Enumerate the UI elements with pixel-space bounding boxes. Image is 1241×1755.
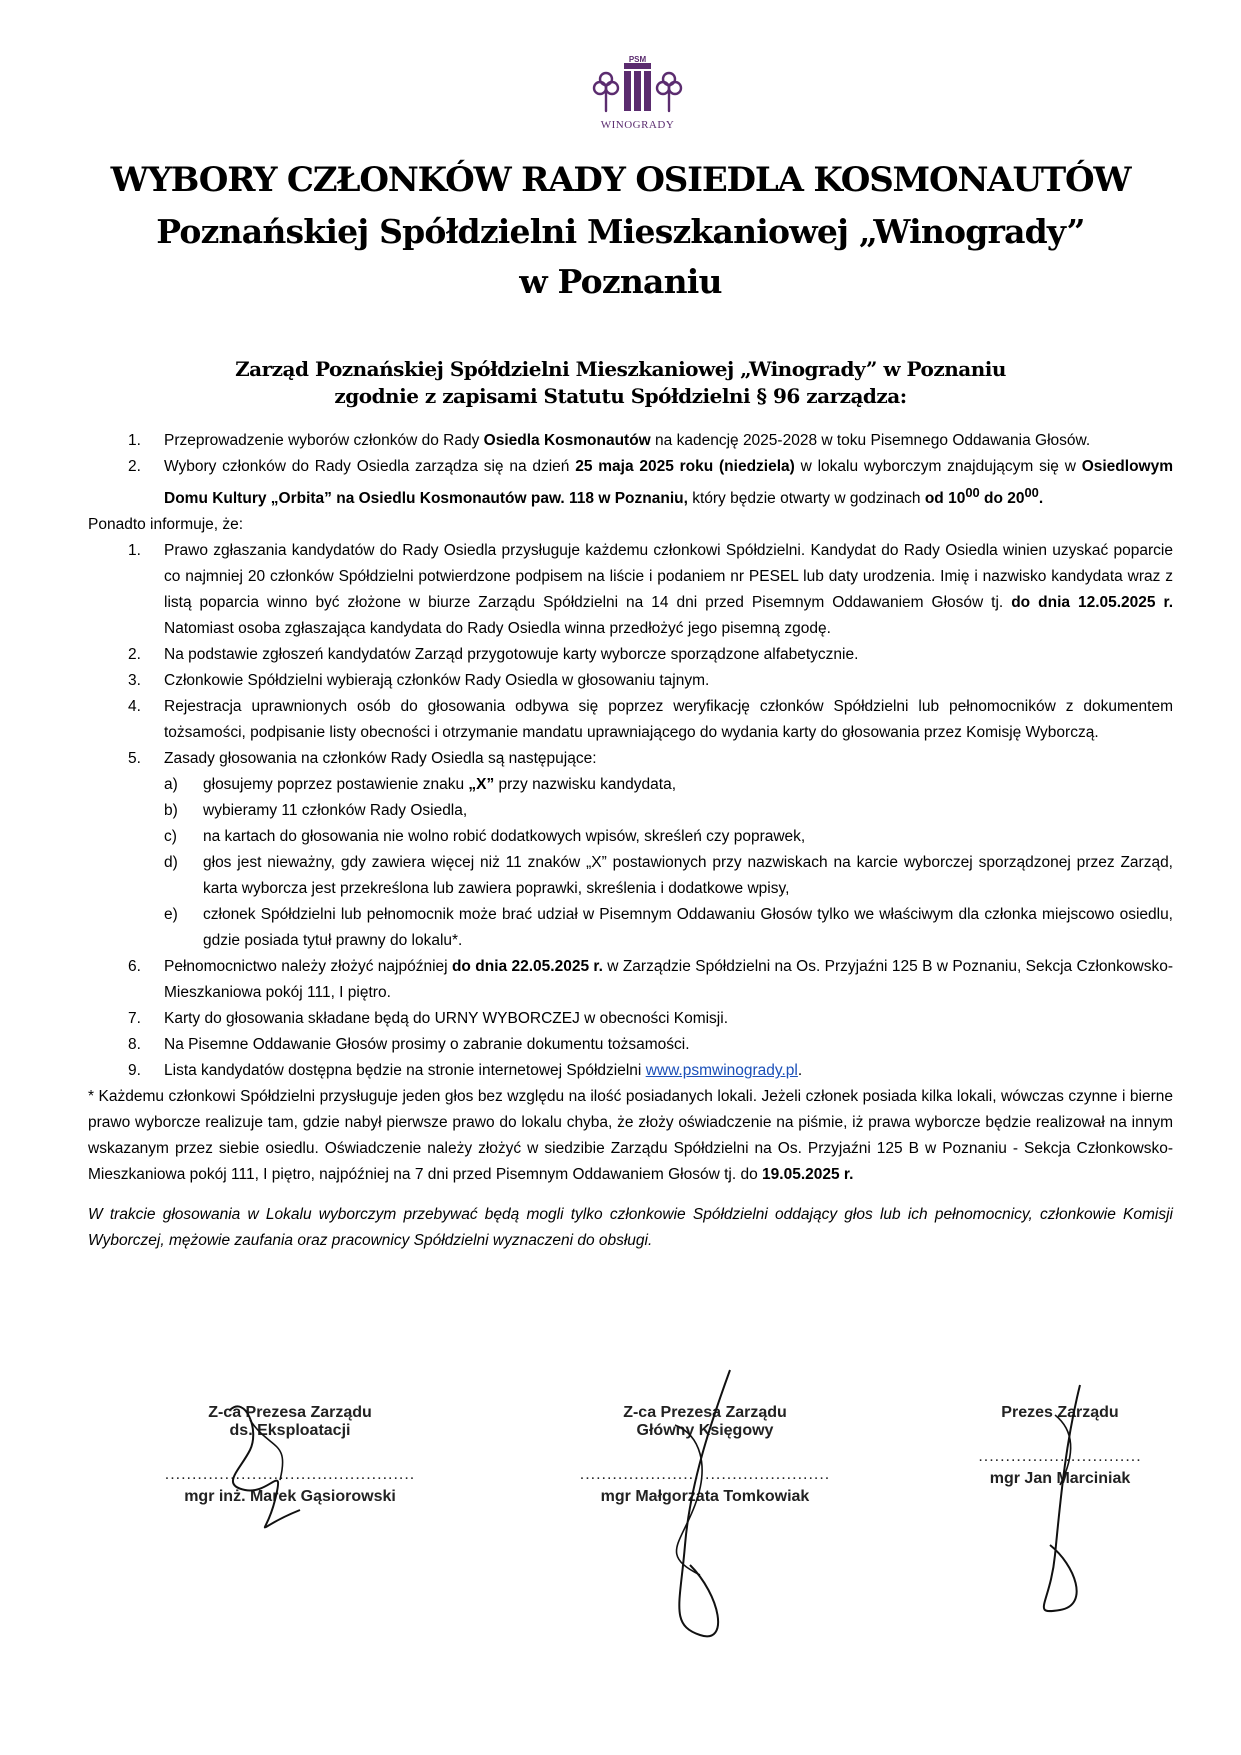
- sub-list-text: głosujemy poprzez postawienie znaku „X” przy nazwisku kandydata,: [203, 776, 677, 794]
- signature-line: ..............................................: [164, 1466, 416, 1483]
- list-item: [88, 454, 1173, 512]
- list-text: Lista kandydatów dostępna będzie na stronie internetowej Spółdzielni www.psmwinogrady.pl.: [164, 1062, 803, 1080]
- list-number: 1.: [128, 542, 141, 560]
- sub-list-letter: e): [164, 906, 178, 924]
- signature-role: Z-ca Prezesa Zarządu: [623, 1404, 787, 1421]
- list-item: [88, 428, 1173, 454]
- sub-list-text: wybieramy 11 członków Rady Osiedla,: [203, 802, 468, 820]
- list-text: Przeprowadzenie wyborów członków do Rady Osiedla Kosmonautów na kadencję 2025-2028 w toku Pisemnego Oddawania Głosów.: [164, 432, 1091, 449]
- intro-text: Ponadto informuje, że:: [88, 516, 244, 534]
- list-number: 4.: [128, 698, 141, 716]
- signature-line: ..............................: [978, 1448, 1142, 1465]
- logo-text: WINOGRADY: [600, 119, 675, 131]
- list-text: Na Pisemne Oddawanie Głosów prosimy o zabranie dokumentu tożsamości.: [164, 1036, 690, 1054]
- list-number: 8.: [128, 1036, 141, 1054]
- list-number: 2.: [128, 646, 141, 664]
- list-number: 9.: [128, 1062, 141, 1080]
- logo-mark-text: PSM: [628, 55, 647, 64]
- handwritten-signature-2: [630, 1365, 760, 1645]
- signature-line: ..............................................: [579, 1466, 831, 1483]
- list-item: [88, 954, 1173, 1006]
- sub-list-text: członek Spółdzielni lub pełnomocnik może brać udział w Pisemnym Oddawaniu Głosów tylko we właściwym dla członka miejscowo osiedlu, gdzie posiada tytuł prawny do lokalu*.: [203, 906, 1173, 950]
- signature-role-detail: Główny Księgowy: [636, 1422, 774, 1439]
- list-item: [88, 642, 1173, 668]
- signature-name: mgr Jan Marciniak: [989, 1470, 1131, 1487]
- psm-winogrady-logo: [590, 55, 685, 145]
- page-title-line3: w Poznaniu: [519, 262, 722, 301]
- list-number: 2.: [128, 458, 141, 475]
- sub-list-letter: b): [164, 802, 178, 820]
- website-link[interactable]: www.psmwinogrady.pl: [645, 1062, 798, 1080]
- sub-list-text: głos jest nieważny, gdy zawiera więcej niż 11 znaków „X” postawionych przy nazwiskach na karcie wyborczej sporządzonej przez Zarząd, karta wyborcza jest przekreślona lub zawiera poprawki, skreślenia i dodatkowe wpisy,: [203, 854, 1173, 898]
- signature-name: mgr Małgorzata Tomkowiak: [600, 1488, 810, 1505]
- list-item: [88, 694, 1173, 746]
- page-title-line1: WYBORY CZŁONKÓW RADY OSIEDLA KOSMONAUTÓW: [110, 160, 1131, 200]
- sub-list-letter: a): [164, 776, 178, 794]
- sub-list-item: [88, 772, 1173, 798]
- list-text: Członkowie Spółdzielni wybierają członków Rady Osiedla w głosowaniu tajnym.: [164, 672, 710, 690]
- logo-mark-icon: [590, 55, 685, 119]
- list-item: [88, 1058, 1173, 1084]
- list-item: [88, 668, 1173, 694]
- sub-list-item: [88, 902, 1173, 954]
- list-text: Prawo zgłaszania kandydatów do Rady Osiedla przysługuje każdemu członkowi Spółdzielni. Kandydat do Rady Osiedla winien uzyskać poparcie co najmniej 20 członków Spółdzielni potwierdzone podpisem na liście i podaniem nr PESEL lub daty urodzenia. Imię i nazwisko kandydata wraz z listą poparcia winno być złożone w biurze Zarządu Spółdzielni na 14 dni przed Pisemnym Oddawaniem Głosów tj. do dnia 12.05.2025 r. Natomiast osoba zgłaszająca kandydata do Rady Osiedla winna przedłożyć jego pisemną zgodę.: [164, 542, 1173, 638]
- sub-list-letter: d): [164, 854, 178, 872]
- closing-note: W trakcie głosowania w Lokalu wyborczym przebywać będą mogli tylko członkowie Spółdzielni oddający głos lub ich pełnomocnicy, członkowie Komisji Wyborczej, mężowie zaufania oraz pracownicy Spółdzielni wyznaczeni do obsługi.: [88, 1206, 1173, 1250]
- handwritten-signature-3: [1020, 1375, 1120, 1625]
- list-text: Rejestracja uprawnionych osób do głosowania odbywa się poprzez weryfikację członków Spółdzielni lub pełnomocników z dokumentem tożsamości, podpisanie listy obecności i otrzymanie mandatu uprawniającego do wydania karty do głosowania przez Komisję Wyborczą.: [164, 698, 1173, 742]
- handwritten-signature-1: [190, 1390, 370, 1540]
- sub-list-letter: c): [164, 828, 177, 846]
- sub-list-item: [88, 798, 1173, 824]
- list-text: Zasady głosowania na członków Rady Osiedla są następujące:: [164, 750, 597, 768]
- list-text: Pełnomocnictwo należy złożyć najpóźniej do dnia 22.05.2025 r. w Zarządzie Spółdzielni na Os. Przyjaźni 125 B w Poznaniu, Sekcja Członkowsko-Mieszkaniowa pokój 111, I piętro.: [164, 958, 1173, 1002]
- list-item: [88, 1032, 1173, 1058]
- signature-role-detail: ds. Eksploatacji: [229, 1422, 351, 1439]
- list-number: 6.: [128, 958, 141, 976]
- document-body: [88, 428, 1173, 1254]
- signature-name: mgr inż. Marek Gąsiorowski: [184, 1488, 396, 1505]
- list-number: 7.: [128, 1010, 141, 1028]
- list-item: [88, 538, 1173, 642]
- page-title-line2: Poznańskiej Spółdzielni Mieszkaniowej „Winogrady”: [156, 212, 1085, 251]
- list-number: 3.: [128, 672, 141, 690]
- list-text: Karty do głosowania składane będą do URNY WYBORCZEJ w obecności Komisji.: [164, 1010, 728, 1028]
- list-item: [88, 746, 1173, 772]
- list-item: [88, 1006, 1173, 1032]
- sub-list-item: [88, 824, 1173, 850]
- sub-list-text: na kartach do głosowania nie wolno robić dodatkowych wpisów, skreśleń czy poprawek,: [203, 828, 806, 846]
- list-number: 1.: [128, 432, 141, 449]
- subtitle-line1: Zarząd Poznańskiej Spółdzielni Mieszkaniowej „Winogrady” w Poznaniu: [235, 357, 1006, 381]
- sub-list-item: [88, 850, 1173, 902]
- list-text: Na podstawie zgłoszeń kandydatów Zarząd przygotowuje karty wyborcze sporządzone alfabetycznie.: [164, 646, 859, 664]
- list-text: Wybory członków do Rady Osiedla zarządza się na dzień 25 maja 2025 roku (niedziela) w lokalu wyborczym znajdującym się w Osiedlowym Domu Kultury „Orbita” na Osiedlu Kosmonautów paw. 118 w Poznaniu, który będzie otwarty w godzinach od $10^{00}$ do $20^{00}$.: [164, 458, 1173, 508]
- list-number: 5.: [128, 750, 141, 768]
- subtitle-line2: zgodnie z zapisami Statutu Spółdzielni § 96 zarządza:: [334, 384, 907, 408]
- signature-role: Prezes Zarządu: [1001, 1404, 1119, 1421]
- signature-role: Z-ca Prezesa Zarządu: [208, 1404, 372, 1421]
- footnote: * Każdemu członkowi Spółdzielni przysługuje jeden głos bez względu na ilość posiadanych lokali. Jeżeli członek posiada kilka lokali, wówczas czynne i bierne prawo wyborcze realizuje tam, gdzie nabył pierwsze prawo do lokalu chyba, że złoży oświadczenie na piśmie, iż prawa wyborcze będzie realizował na innym wskazanym przez siebie osiedlu. Oświadczenie należy złożyć w siedzibie Zarządu Spółdzielni na Os. Przyjaźni 125 B w Poznaniu - Sekcja Członkowsko-Mieszkaniowa pokój 111, I piętro, najpóźniej na 7 dni przed Pisemnym Oddawaniem Głosów tj. do 19.05.2025 r.: [88, 1088, 1173, 1184]
